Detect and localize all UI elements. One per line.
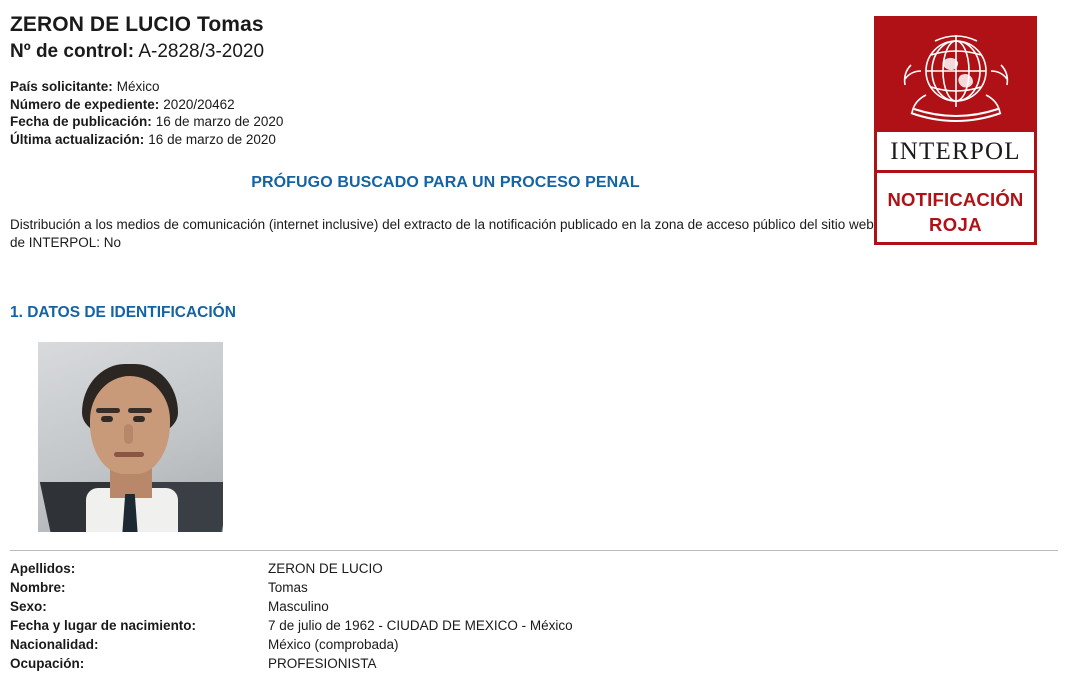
interpol-globe-icon [881, 25, 1031, 129]
detail-row [10, 559, 1061, 578]
last-update-label: Última actualización: [10, 131, 145, 147]
interpol-emblem-panel [877, 19, 1034, 132]
detail-row [10, 597, 1061, 616]
file-number-label: Número de expediente: [10, 96, 160, 112]
publication-date-label: Fecha de publicación: [10, 114, 152, 129]
occupation-label: Ocupación: [10, 656, 85, 671]
interpol-wordmark: INTERPOL [877, 132, 1034, 173]
photo-mouth [114, 452, 144, 457]
notice-type-line1: NOTIFICACIÓN [887, 189, 1024, 210]
sex-label: Sexo: [10, 599, 47, 614]
wanted-banner: PRÓFUGO BUSCADO PARA UN PROCESO PENAL [251, 174, 640, 191]
red-notice-badge [874, 16, 1037, 245]
photo-eye-left [101, 416, 113, 422]
photo-nose [124, 424, 133, 444]
media-distribution-text: Distribución a los medios de comunicación (internet inclusive) del extracto de la notificación publicado en la zona de acceso público del sitio web de INTERPOL: No [10, 217, 874, 250]
control-number-value: A-2828/3-2020 [138, 41, 265, 62]
birth-label: Fecha y lugar de nacimiento: [10, 618, 197, 633]
occupation-value: PROFESIONISTA [268, 656, 377, 671]
detail-row [10, 654, 1061, 673]
nationality-label: Nacionalidad: [10, 637, 99, 652]
section-identification-title: 1. DATOS DE IDENTIFICACIÓN [10, 304, 236, 321]
detail-row [10, 616, 1061, 635]
notice-type-line2: ROJA [929, 214, 982, 235]
surname-value: ZERON DE LUCIO [268, 561, 383, 576]
surname-label: Apellidos: [10, 561, 76, 576]
page-title: ZERON DE LUCIO Tomas [10, 13, 264, 36]
sex-value: Masculino [268, 599, 329, 614]
last-update-value: 16 de marzo de 2020 [148, 131, 276, 147]
control-number-label: Nº de control: [10, 41, 135, 62]
section-divider [10, 550, 1058, 551]
subject-photo [38, 342, 223, 532]
birth-value: 7 de julio de 1962 - CIUDAD DE MEXICO - México [268, 618, 573, 633]
identification-details [10, 559, 1061, 673]
photo-eyebrow-left [96, 408, 120, 413]
nationality-value: México (comprobada) [268, 637, 399, 652]
requesting-country-label: País solicitante: [10, 79, 113, 94]
photo-eye-right [133, 416, 145, 422]
file-number-value: 2020/20462 [163, 96, 235, 112]
publication-date-value: 16 de marzo de 2020 [155, 114, 284, 129]
requesting-country-value: México [116, 79, 160, 94]
detail-row [10, 578, 1061, 597]
forename-value: Tomas [268, 580, 308, 595]
photo-eyebrow-right [128, 408, 152, 413]
detail-row [10, 635, 1061, 654]
forename-label: Nombre: [10, 580, 66, 595]
